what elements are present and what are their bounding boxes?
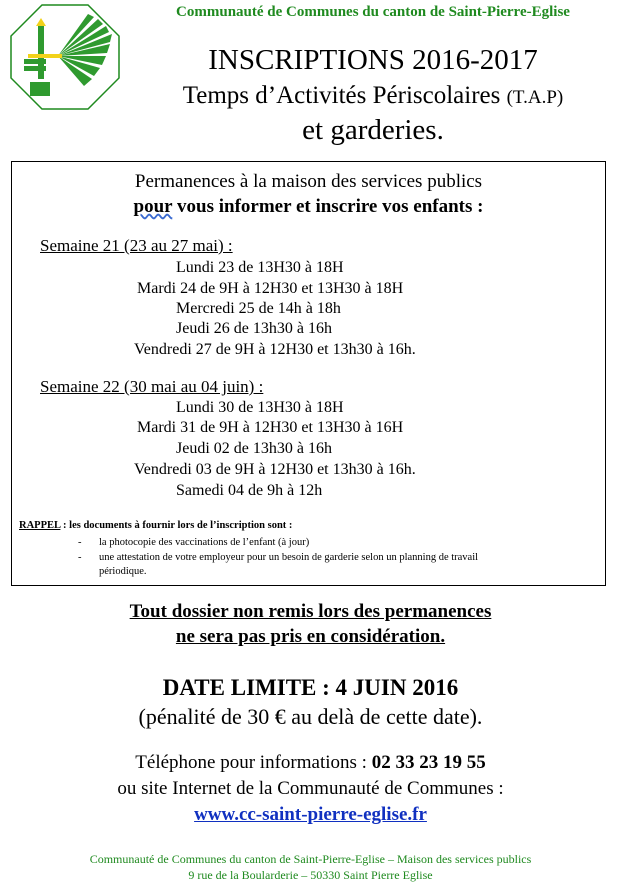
intro-word-pour: pour	[133, 196, 173, 217]
schedule-line: Lundi 23 de 13H30 à 18H	[176, 259, 344, 276]
rappel-text: : les documents à fournir lors de l’inscription sont :	[60, 520, 293, 531]
schedule-line: Mardi 31 de 9H à 12H30 et 13H30 à 16H	[137, 419, 404, 436]
bullet-dash: -	[78, 552, 82, 563]
footer-line: Communauté de Communes du canton de Saint-Pierre-Eglise – Maison des services publics	[89, 852, 532, 866]
rappel-note	[19, 520, 292, 531]
deadline-date: DATE LIMITE : 4 JUIN 2016	[162, 675, 459, 700]
document-list-item	[78, 537, 578, 551]
schedule-line: Lundi 30 de 13H30 à 18H	[176, 399, 344, 416]
warning-line: Tout dossier non remis lors des permanences	[129, 601, 492, 622]
schedule-line: Samedi 04 de 9h à 12h	[176, 482, 323, 499]
permanences-intro-line2	[11, 196, 606, 218]
schedule-line: Jeudi 26 de 13h30 à 16h	[176, 320, 332, 337]
schedule-line: Vendredi 03 de 9H à 12H30 et 13h30 à 16h.	[134, 461, 416, 478]
document-list-item-continued	[78, 566, 578, 580]
bullet-dash: -	[78, 537, 82, 548]
page-subtitle	[130, 82, 616, 110]
subtitle-abbreviation: (T.A.P)	[506, 87, 564, 108]
document-text: la photocopie des vaccinations de l’enfant (à jour)	[99, 537, 310, 548]
rappel-label: RAPPEL	[19, 520, 61, 531]
website-link[interactable]: www.cc-saint-pierre-eglise.fr	[194, 804, 427, 825]
phone-label: Téléphone pour informations :	[135, 752, 372, 773]
warning-line: ne sera pas pris en considération.	[175, 626, 446, 647]
week-heading: Semaine 22 (30 mai au 04 juin) :	[40, 377, 264, 396]
document-list-item	[78, 552, 598, 566]
subtitle-main: Temps d’Activités Périscolaires	[182, 82, 501, 109]
schedule-line: Jeudi 02 de 13h30 à 16h	[176, 440, 332, 457]
organisation-name: Communauté de Communes du canton de Saint-Pierre-Eglise	[176, 4, 570, 20]
schedule-line: Mardi 24 de 9H à 12H30 et 13H30 à 18H	[137, 280, 404, 297]
page-title: INSCRIPTIONS 2016-2017	[208, 44, 538, 76]
logo-graphic	[10, 4, 120, 110]
schedule-line: Mercredi 25 de 14h à 18h	[176, 300, 341, 317]
page-subtitle-line3: et garderies.	[302, 114, 444, 146]
permanences-intro: Permanences à la maison des services publics	[134, 171, 483, 192]
footer-address: 9 rue de la Boularderie – 50330 Saint Pierre Eglise	[188, 868, 433, 882]
phone-info	[0, 752, 621, 774]
organisation-logo	[10, 4, 120, 110]
week-heading: Semaine 21 (23 au 27 mai) :	[40, 236, 233, 255]
schedule-line: Vendredi 27 de 9H à 12H30 et 13h30 à 16h.	[134, 341, 416, 358]
document-text: une attestation de votre employeur pour un besoin de garderie selon un planning de travail	[99, 552, 479, 563]
deadline-penalty: (pénalité de 30 € au delà de cette date).	[138, 704, 483, 729]
document-text: périodique.	[99, 566, 147, 577]
website-intro: ou site Internet de la Communauté de Communes :	[117, 778, 504, 799]
intro-rest: vous informer et inscrire vos enfants :	[172, 196, 484, 217]
phone-number: 02 33 23 19 55	[371, 752, 486, 773]
